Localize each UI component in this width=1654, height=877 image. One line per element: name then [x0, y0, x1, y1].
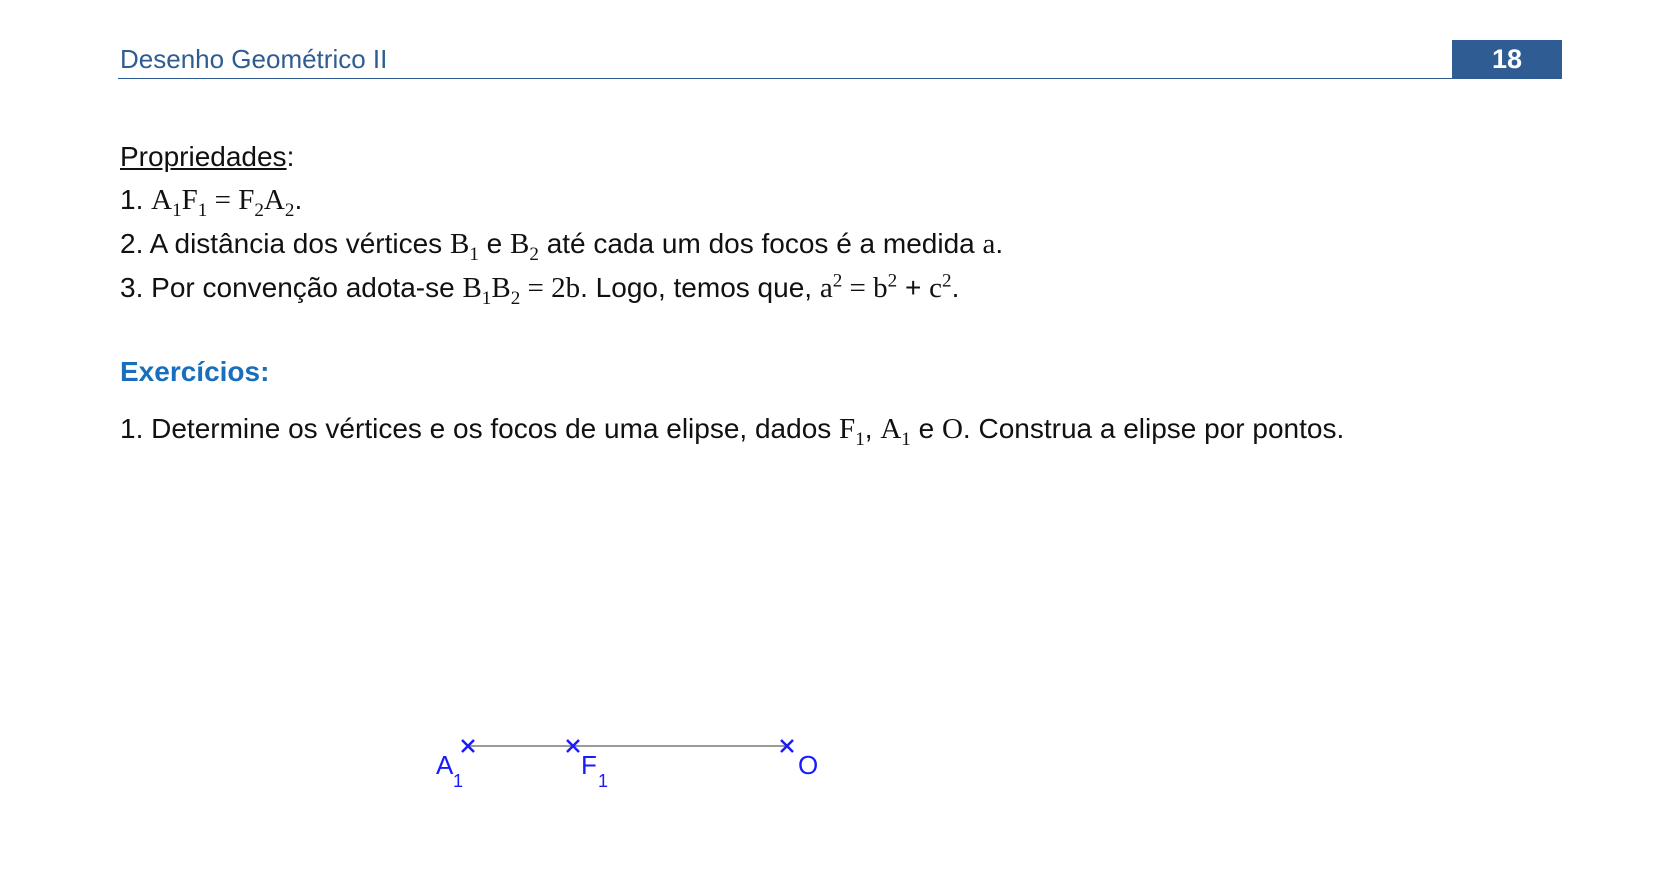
- math-operator: = 2b: [520, 272, 581, 304]
- property-number: 2.: [120, 228, 144, 259]
- math-symbol: c: [929, 272, 942, 304]
- math-symbol: a: [819, 272, 833, 304]
- math-subscript: 2: [529, 243, 539, 265]
- property-formula: [449, 228, 479, 265]
- page-number-badge: 18: [1452, 40, 1562, 78]
- geometric-figure: [420, 725, 840, 805]
- math-symbol: B: [491, 272, 511, 304]
- punctuation: .: [294, 184, 303, 215]
- math-subscript: 1: [855, 428, 865, 450]
- math-symbol: B: [462, 272, 482, 304]
- page-header: [118, 40, 1562, 79]
- exercise-formula: [880, 413, 911, 450]
- exercise-text: Determine os vértices e os focos de uma elipse, dados: [151, 413, 840, 444]
- math-symbol: A: [880, 413, 902, 445]
- exercise-text: e: [910, 413, 942, 444]
- math-superscript: 2: [887, 270, 898, 292]
- property-text: A distância dos vértices: [149, 228, 450, 259]
- properties-heading-text: Propriedades: [120, 141, 287, 172]
- math-subscript: 1: [901, 428, 911, 450]
- math-subscript: 1: [481, 287, 492, 309]
- exercise-formula: [839, 413, 865, 450]
- property-text: e: [478, 228, 511, 259]
- math-subscript: 2: [510, 287, 521, 309]
- math-symbol: B: [449, 228, 470, 260]
- math-subscript: 2: [254, 199, 264, 221]
- properties-heading: [120, 135, 1540, 178]
- property-text: Por convenção adota-se: [151, 272, 463, 303]
- properties-heading-colon: :: [286, 141, 295, 172]
- point-f1-subscript: 1: [598, 771, 609, 791]
- exercises-heading: Exercícios:: [120, 356, 270, 387]
- property-item-2: [120, 222, 1540, 266]
- math-superscript: 2: [942, 270, 952, 292]
- math-subscript: 1: [172, 199, 182, 221]
- point-f1-label: F: [581, 750, 597, 780]
- point-o-label: O: [798, 750, 819, 780]
- property-formula: [929, 272, 951, 304]
- property-item-3: [120, 266, 1540, 310]
- property-formula: [510, 228, 539, 265]
- math-operator: =: [207, 184, 239, 216]
- exercise-item-1: [120, 407, 1540, 451]
- math-subscript: 2: [284, 199, 295, 221]
- property-text: até cada um dos focos é a medida: [538, 228, 983, 259]
- punctuation: .: [951, 272, 960, 303]
- punctuation: ,: [864, 413, 881, 444]
- property-item-1: [120, 178, 1540, 222]
- math-symbol: A: [151, 184, 173, 216]
- property-number: 3.: [120, 272, 144, 303]
- punctuation: .: [995, 228, 1004, 259]
- math-symbol: a: [982, 228, 996, 260]
- exercise-text: . Construa a elipse por pontos.: [962, 413, 1345, 444]
- math-symbol: F: [181, 184, 198, 216]
- property-formula: [820, 272, 897, 304]
- property-formula: [151, 184, 295, 221]
- page-content: [120, 135, 1540, 451]
- math-superscript: 2: [832, 270, 843, 292]
- point-a1-label: A: [436, 750, 454, 780]
- math-symbol: F: [839, 413, 856, 445]
- math-symbol: F: [238, 184, 255, 216]
- point-a1-subscript: 1: [453, 771, 464, 791]
- property-number: 1.: [120, 184, 144, 215]
- math-operator: = b: [842, 272, 888, 304]
- property-text: . Logo, temos que,: [580, 272, 820, 303]
- exercise-number: 1.: [120, 413, 144, 444]
- math-symbol: A: [263, 184, 285, 216]
- document-title: Desenho Geométrico II: [120, 44, 388, 74]
- math-subscript: 1: [469, 243, 479, 265]
- math-symbol: B: [510, 228, 530, 260]
- math-subscript: 1: [197, 199, 208, 221]
- property-text: +: [897, 272, 930, 303]
- math-symbol: O: [941, 413, 963, 445]
- figure-canvas: [420, 725, 840, 805]
- property-formula: [462, 272, 581, 309]
